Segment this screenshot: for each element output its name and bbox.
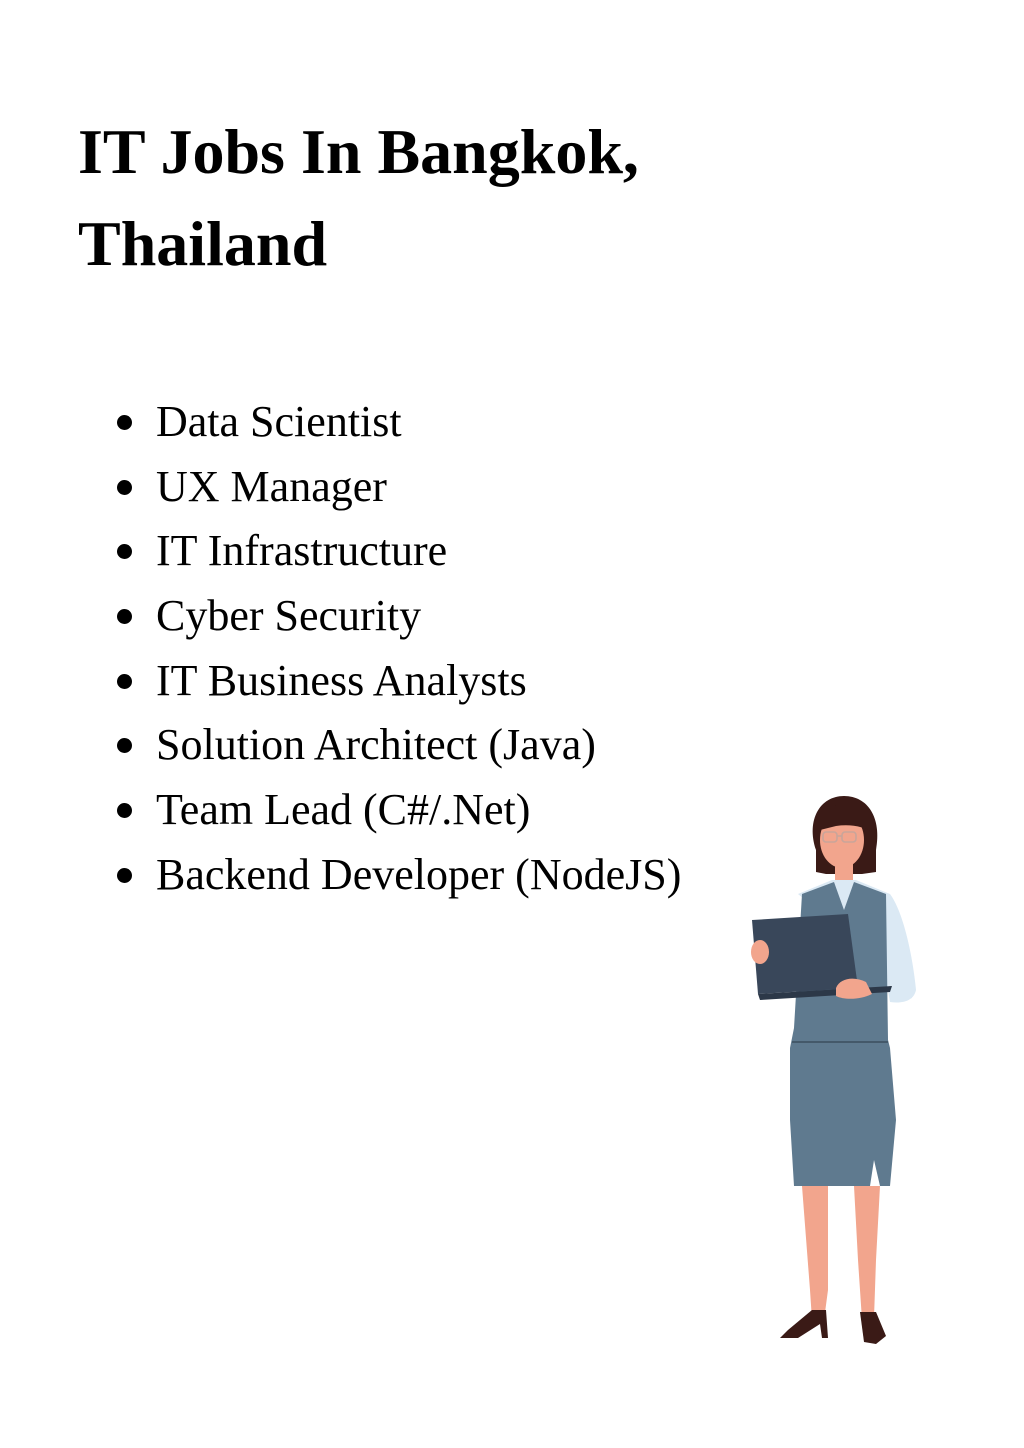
bullet-icon xyxy=(117,803,132,818)
page-title: IT Jobs In Bangkok, Thailand xyxy=(78,116,639,279)
bullet-icon xyxy=(117,609,132,624)
bullet-icon xyxy=(117,415,132,430)
bullet-icon xyxy=(117,738,132,753)
job-title: IT Infrastructure xyxy=(156,526,448,576)
job-title: IT Business Analysts xyxy=(156,655,527,705)
list-item xyxy=(110,651,681,716)
job-title: Backend Developer (NodeJS) xyxy=(156,849,682,899)
list-item xyxy=(110,780,681,845)
bullet-icon xyxy=(117,868,132,883)
job-title: Solution Architect (Java) xyxy=(156,720,596,770)
list-item xyxy=(110,521,681,586)
leg-left-shape xyxy=(802,1186,828,1320)
bullet-icon xyxy=(117,544,132,559)
list-item xyxy=(110,715,681,780)
list-item xyxy=(110,392,681,457)
bullet-icon xyxy=(117,480,132,495)
list-item xyxy=(110,586,681,651)
woman-with-laptop-illustration xyxy=(740,790,930,1350)
job-title: Cyber Security xyxy=(156,591,422,641)
job-title: Data Scientist xyxy=(156,397,402,446)
shoe-right-shape xyxy=(860,1312,886,1344)
hand-left-shape xyxy=(751,940,769,964)
job-title: Team Lead (C#/.Net) xyxy=(156,785,531,835)
bullet-icon xyxy=(117,674,132,689)
list-item xyxy=(110,457,681,522)
skirt-shape xyxy=(790,1048,896,1186)
job-list xyxy=(110,392,681,910)
leg-right-shape xyxy=(854,1186,880,1320)
list-item xyxy=(110,845,681,910)
shoe-left-shape xyxy=(780,1310,828,1338)
job-title: UX Manager xyxy=(156,461,387,511)
